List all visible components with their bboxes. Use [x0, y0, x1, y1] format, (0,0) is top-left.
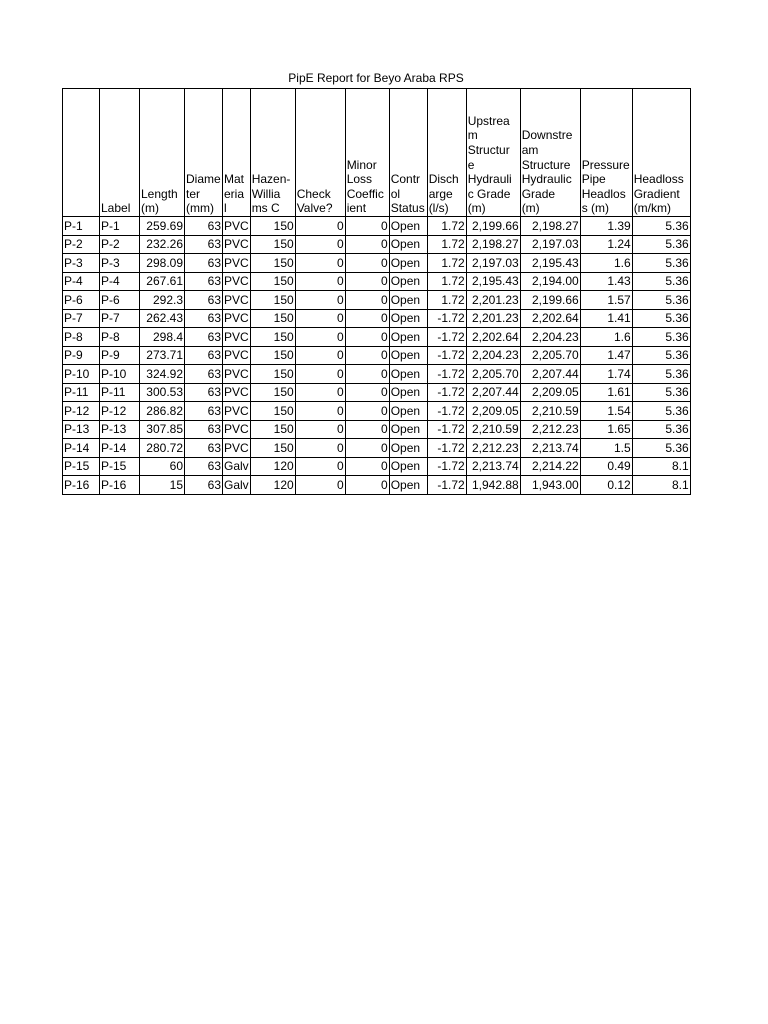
cell-upstream-hydraulic-grade: 2,209.05: [466, 402, 520, 421]
cell-diameter: 63: [185, 272, 223, 291]
column-header-label: Label: [100, 89, 140, 217]
cell-discharge: -1.72: [427, 402, 466, 421]
cell-material: PVC: [223, 235, 251, 254]
cell-label: P-2: [100, 235, 140, 254]
cell-hazen-williams-c: 150: [250, 254, 295, 273]
cell-pressure-pipe-headloss: 1.74: [580, 365, 632, 384]
cell-material: PVC: [223, 402, 251, 421]
table-row: [63, 365, 691, 384]
cell-id: P-2: [63, 235, 100, 254]
cell-discharge: -1.72: [427, 328, 466, 347]
cell-headloss-gradient: 8.1: [632, 476, 690, 495]
cell-length: 286.82: [140, 402, 185, 421]
cell-downstream-hydraulic-grade: 2,197.03: [520, 235, 580, 254]
cell-hazen-williams-c: 120: [250, 457, 295, 476]
cell-upstream-hydraulic-grade: 2,213.74: [466, 457, 520, 476]
cell-upstream-hydraulic-grade: 2,201.23: [466, 309, 520, 328]
cell-length: 15: [140, 476, 185, 495]
cell-diameter: 63: [185, 402, 223, 421]
cell-minor-loss-coefficient: 0: [345, 235, 389, 254]
table-row: [63, 346, 691, 365]
cell-minor-loss-coefficient: 0: [345, 309, 389, 328]
cell-hazen-williams-c: 150: [250, 365, 295, 384]
cell-minor-loss-coefficient: 0: [345, 328, 389, 347]
cell-label: P-7: [100, 309, 140, 328]
cell-id: P-11: [63, 383, 100, 402]
cell-minor-loss-coefficient: 0: [345, 402, 389, 421]
column-header-minor-loss-coefficient: Minor Loss Coeffic ient: [345, 89, 389, 217]
cell-length: 307.85: [140, 420, 185, 439]
cell-diameter: 63: [185, 217, 223, 236]
cell-diameter: 63: [185, 254, 223, 273]
column-header-upstream-hydraulic-grade: Upstrea m Structur e Hydrauli c Grade (m): [466, 89, 520, 217]
cell-material: Galv: [223, 476, 251, 495]
cell-check-valve: 0: [295, 254, 345, 273]
cell-id: P-12: [63, 402, 100, 421]
cell-diameter: 63: [185, 420, 223, 439]
cell-upstream-hydraulic-grade: 2,207.44: [466, 383, 520, 402]
cell-headloss-gradient: 5.36: [632, 402, 690, 421]
cell-discharge: 1.72: [427, 254, 466, 273]
cell-label: P-4: [100, 272, 140, 291]
table-row: [63, 309, 691, 328]
column-header-headloss-gradient: Headloss Gradient (m/km): [632, 89, 690, 217]
cell-pressure-pipe-headloss: 0.12: [580, 476, 632, 495]
cell-length: 267.61: [140, 272, 185, 291]
cell-downstream-hydraulic-grade: 2,212.23: [520, 420, 580, 439]
cell-check-valve: 0: [295, 235, 345, 254]
cell-id: P-15: [63, 457, 100, 476]
cell-discharge: 1.72: [427, 272, 466, 291]
cell-check-valve: 0: [295, 402, 345, 421]
cell-diameter: 63: [185, 328, 223, 347]
cell-upstream-hydraulic-grade: 2,198.27: [466, 235, 520, 254]
cell-discharge: -1.72: [427, 457, 466, 476]
cell-pressure-pipe-headloss: 1.39: [580, 217, 632, 236]
cell-discharge: -1.72: [427, 476, 466, 495]
column-header-length: Length (m): [140, 89, 185, 217]
cell-id: P-1: [63, 217, 100, 236]
cell-downstream-hydraulic-grade: 2,213.74: [520, 439, 580, 458]
cell-diameter: 63: [185, 383, 223, 402]
cell-id: P-10: [63, 365, 100, 384]
cell-pressure-pipe-headloss: 1.6: [580, 254, 632, 273]
cell-check-valve: 0: [295, 439, 345, 458]
cell-downstream-hydraulic-grade: 1,943.00: [520, 476, 580, 495]
cell-pressure-pipe-headloss: 1.47: [580, 346, 632, 365]
cell-material: PVC: [223, 439, 251, 458]
cell-check-valve: 0: [295, 328, 345, 347]
cell-id: P-7: [63, 309, 100, 328]
table-row: [63, 272, 691, 291]
cell-diameter: 63: [185, 476, 223, 495]
pipe-report-table: [62, 88, 691, 495]
cell-diameter: 63: [185, 439, 223, 458]
cell-headloss-gradient: 5.36: [632, 309, 690, 328]
header-row: [63, 89, 691, 217]
cell-diameter: 63: [185, 309, 223, 328]
cell-headloss-gradient: 5.36: [632, 217, 690, 236]
table-row: [63, 254, 691, 273]
cell-control-status: Open: [389, 439, 427, 458]
cell-label: P-16: [100, 476, 140, 495]
cell-material: PVC: [223, 291, 251, 310]
cell-minor-loss-coefficient: 0: [345, 365, 389, 384]
cell-label: P-9: [100, 346, 140, 365]
cell-control-status: Open: [389, 420, 427, 439]
cell-label: P-3: [100, 254, 140, 273]
cell-minor-loss-coefficient: 0: [345, 254, 389, 273]
column-header-diameter: Diame ter (mm): [185, 89, 223, 217]
cell-upstream-hydraulic-grade: 2,195.43: [466, 272, 520, 291]
cell-headloss-gradient: 5.36: [632, 235, 690, 254]
cell-upstream-hydraulic-grade: 2,201.23: [466, 291, 520, 310]
cell-downstream-hydraulic-grade: 2,209.05: [520, 383, 580, 402]
cell-length: 280.72: [140, 439, 185, 458]
cell-headloss-gradient: 8.1: [632, 457, 690, 476]
table-body: [63, 217, 691, 495]
cell-control-status: Open: [389, 291, 427, 310]
cell-diameter: 63: [185, 235, 223, 254]
cell-hazen-williams-c: 150: [250, 309, 295, 328]
cell-control-status: Open: [389, 254, 427, 273]
cell-headloss-gradient: 5.36: [632, 439, 690, 458]
cell-discharge: -1.72: [427, 420, 466, 439]
column-header-downstream-hydraulic-grade: Downstre am Structure Hydraulic Grade (m): [520, 89, 580, 217]
cell-control-status: Open: [389, 346, 427, 365]
cell-discharge: 1.72: [427, 291, 466, 310]
cell-pressure-pipe-headloss: 1.41: [580, 309, 632, 328]
cell-id: P-9: [63, 346, 100, 365]
cell-headloss-gradient: 5.36: [632, 254, 690, 273]
table-row: [63, 235, 691, 254]
cell-control-status: Open: [389, 457, 427, 476]
cell-diameter: 63: [185, 346, 223, 365]
cell-length: 232.26: [140, 235, 185, 254]
cell-hazen-williams-c: 150: [250, 383, 295, 402]
cell-material: PVC: [223, 272, 251, 291]
column-header-control-status: Contr ol Status: [389, 89, 427, 217]
cell-headloss-gradient: 5.36: [632, 291, 690, 310]
cell-hazen-williams-c: 150: [250, 291, 295, 310]
cell-length: 324.92: [140, 365, 185, 384]
cell-discharge: -1.72: [427, 439, 466, 458]
table-row: [63, 291, 691, 310]
cell-id: P-8: [63, 328, 100, 347]
cell-material: PVC: [223, 254, 251, 273]
cell-check-valve: 0: [295, 457, 345, 476]
cell-diameter: 63: [185, 457, 223, 476]
cell-downstream-hydraulic-grade: 2,207.44: [520, 365, 580, 384]
cell-length: 60: [140, 457, 185, 476]
cell-downstream-hydraulic-grade: 2,199.66: [520, 291, 580, 310]
cell-control-status: Open: [389, 272, 427, 291]
cell-hazen-williams-c: 150: [250, 235, 295, 254]
cell-label: P-12: [100, 402, 140, 421]
cell-pressure-pipe-headloss: 1.61: [580, 383, 632, 402]
cell-headloss-gradient: 5.36: [632, 328, 690, 347]
table-row: [63, 217, 691, 236]
cell-material: Galv: [223, 457, 251, 476]
cell-id: P-13: [63, 420, 100, 439]
table-row: [63, 328, 691, 347]
cell-headloss-gradient: 5.36: [632, 346, 690, 365]
cell-minor-loss-coefficient: 0: [345, 383, 389, 402]
cell-minor-loss-coefficient: 0: [345, 420, 389, 439]
cell-pressure-pipe-headloss: 1.24: [580, 235, 632, 254]
cell-discharge: -1.72: [427, 383, 466, 402]
cell-downstream-hydraulic-grade: 2,210.59: [520, 402, 580, 421]
cell-id: P-14: [63, 439, 100, 458]
cell-hazen-williams-c: 150: [250, 402, 295, 421]
cell-control-status: Open: [389, 402, 427, 421]
cell-hazen-williams-c: 150: [250, 272, 295, 291]
cell-label: P-6: [100, 291, 140, 310]
column-header-check-valve: Check Valve?: [295, 89, 345, 217]
cell-downstream-hydraulic-grade: 2,202.64: [520, 309, 580, 328]
cell-headloss-gradient: 5.36: [632, 420, 690, 439]
cell-pressure-pipe-headloss: 1.5: [580, 439, 632, 458]
table-row: [63, 476, 691, 495]
table-row: [63, 402, 691, 421]
cell-headloss-gradient: 5.36: [632, 383, 690, 402]
cell-minor-loss-coefficient: 0: [345, 272, 389, 291]
cell-length: 259.69: [140, 217, 185, 236]
cell-minor-loss-coefficient: 0: [345, 346, 389, 365]
cell-length: 298.4: [140, 328, 185, 347]
cell-discharge: -1.72: [427, 309, 466, 328]
cell-upstream-hydraulic-grade: 2,197.03: [466, 254, 520, 273]
cell-check-valve: 0: [295, 476, 345, 495]
cell-minor-loss-coefficient: 0: [345, 457, 389, 476]
cell-length: 262.43: [140, 309, 185, 328]
cell-upstream-hydraulic-grade: 2,202.64: [466, 328, 520, 347]
cell-pressure-pipe-headloss: 1.43: [580, 272, 632, 291]
cell-minor-loss-coefficient: 0: [345, 439, 389, 458]
cell-check-valve: 0: [295, 420, 345, 439]
cell-label: P-1: [100, 217, 140, 236]
cell-material: PVC: [223, 420, 251, 439]
cell-length: 292.3: [140, 291, 185, 310]
cell-diameter: 63: [185, 291, 223, 310]
cell-control-status: Open: [389, 235, 427, 254]
cell-material: PVC: [223, 346, 251, 365]
table-row: [63, 383, 691, 402]
cell-hazen-williams-c: 150: [250, 217, 295, 236]
cell-hazen-williams-c: 150: [250, 420, 295, 439]
cell-discharge: 1.72: [427, 235, 466, 254]
cell-upstream-hydraulic-grade: 2,199.66: [466, 217, 520, 236]
cell-check-valve: 0: [295, 346, 345, 365]
cell-control-status: Open: [389, 365, 427, 384]
cell-material: PVC: [223, 383, 251, 402]
cell-check-valve: 0: [295, 217, 345, 236]
cell-headloss-gradient: 5.36: [632, 365, 690, 384]
column-header-material: Mat eria l: [223, 89, 251, 217]
cell-check-valve: 0: [295, 365, 345, 384]
cell-material: PVC: [223, 365, 251, 384]
cell-label: P-15: [100, 457, 140, 476]
cell-discharge: -1.72: [427, 365, 466, 384]
cell-minor-loss-coefficient: 0: [345, 217, 389, 236]
cell-check-valve: 0: [295, 309, 345, 328]
cell-downstream-hydraulic-grade: 2,204.23: [520, 328, 580, 347]
table-row: [63, 420, 691, 439]
cell-label: P-8: [100, 328, 140, 347]
cell-label: P-10: [100, 365, 140, 384]
cell-id: P-3: [63, 254, 100, 273]
cell-material: PVC: [223, 328, 251, 347]
table-row: [63, 457, 691, 476]
cell-control-status: Open: [389, 476, 427, 495]
cell-upstream-hydraulic-grade: 2,205.70: [466, 365, 520, 384]
cell-control-status: Open: [389, 383, 427, 402]
cell-minor-loss-coefficient: 0: [345, 291, 389, 310]
cell-minor-loss-coefficient: 0: [345, 476, 389, 495]
column-header-hazen-williams-c: Hazen- Willia ms C: [250, 89, 295, 217]
cell-id: P-16: [63, 476, 100, 495]
report-title: PipE Report for Beyo Araba RPS: [288, 71, 464, 85]
cell-discharge: -1.72: [427, 346, 466, 365]
cell-pressure-pipe-headloss: 1.6: [580, 328, 632, 347]
cell-label: P-14: [100, 439, 140, 458]
cell-pressure-pipe-headloss: 0.49: [580, 457, 632, 476]
cell-upstream-hydraulic-grade: 1,942.88: [466, 476, 520, 495]
cell-length: 273.71: [140, 346, 185, 365]
cell-material: PVC: [223, 217, 251, 236]
cell-id: P-4: [63, 272, 100, 291]
cell-discharge: 1.72: [427, 217, 466, 236]
cell-check-valve: 0: [295, 272, 345, 291]
cell-length: 298.09: [140, 254, 185, 273]
cell-hazen-williams-c: 150: [250, 439, 295, 458]
cell-downstream-hydraulic-grade: 2,214.22: [520, 457, 580, 476]
cell-label: P-11: [100, 383, 140, 402]
column-header-pressure-pipe-headloss: Pressure Pipe Headlos s (m): [580, 89, 632, 217]
cell-hazen-williams-c: 120: [250, 476, 295, 495]
cell-hazen-williams-c: 150: [250, 346, 295, 365]
table-row: [63, 439, 691, 458]
cell-downstream-hydraulic-grade: 2,195.43: [520, 254, 580, 273]
column-header-id: [63, 89, 100, 217]
cell-control-status: Open: [389, 309, 427, 328]
cell-upstream-hydraulic-grade: 2,210.59: [466, 420, 520, 439]
cell-material: PVC: [223, 309, 251, 328]
cell-check-valve: 0: [295, 291, 345, 310]
cell-downstream-hydraulic-grade: 2,205.70: [520, 346, 580, 365]
cell-pressure-pipe-headloss: 1.57: [580, 291, 632, 310]
cell-check-valve: 0: [295, 383, 345, 402]
column-header-discharge: Disch arge (l/s): [427, 89, 466, 217]
cell-label: P-13: [100, 420, 140, 439]
cell-control-status: Open: [389, 328, 427, 347]
cell-diameter: 63: [185, 365, 223, 384]
cell-control-status: Open: [389, 217, 427, 236]
cell-hazen-williams-c: 150: [250, 328, 295, 347]
cell-pressure-pipe-headloss: 1.65: [580, 420, 632, 439]
cell-headloss-gradient: 5.36: [632, 272, 690, 291]
cell-pressure-pipe-headloss: 1.54: [580, 402, 632, 421]
cell-downstream-hydraulic-grade: 2,194.00: [520, 272, 580, 291]
cell-id: P-6: [63, 291, 100, 310]
cell-upstream-hydraulic-grade: 2,212.23: [466, 439, 520, 458]
cell-downstream-hydraulic-grade: 2,198.27: [520, 217, 580, 236]
cell-length: 300.53: [140, 383, 185, 402]
cell-upstream-hydraulic-grade: 2,204.23: [466, 346, 520, 365]
